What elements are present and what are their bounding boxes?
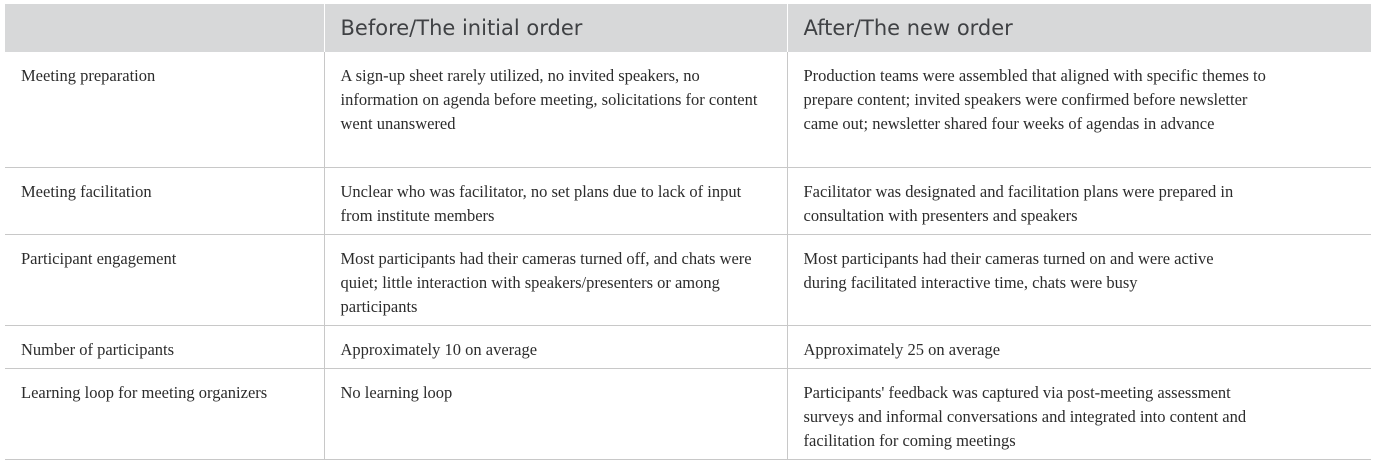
before-cell bbox=[324, 52, 787, 167]
comparison-table bbox=[5, 4, 1371, 460]
before-text: Approximately 10 on average bbox=[340, 339, 538, 359]
before-text: Unclear who was facilitator, no set plans due to lack of input from institute members bbox=[340, 181, 742, 225]
row-label: Learning loop for meeting organizers bbox=[5, 368, 324, 459]
before-text: Most participants had their cameras turned off, and chats were quiet; little interaction with speakers/presenters or among participants bbox=[340, 248, 752, 316]
table-row bbox=[5, 167, 1371, 234]
row-label: Number of participants bbox=[5, 325, 324, 368]
row-label: Meeting preparation bbox=[5, 52, 324, 167]
before-cell bbox=[324, 234, 787, 325]
after-cell bbox=[787, 52, 1371, 167]
after-cell bbox=[787, 325, 1371, 368]
table-row bbox=[5, 52, 1371, 167]
after-text: Most participants had their cameras turned on and were active during facilitated interactive time, chats were busy bbox=[803, 248, 1214, 292]
table-row bbox=[5, 325, 1371, 368]
after-text: Participants' feedback was captured via post-meeting assessment surveys and informal conversations and integrated into content and facilitation for coming meetings bbox=[803, 382, 1247, 450]
before-cell bbox=[324, 368, 787, 459]
after-cell bbox=[787, 167, 1371, 234]
after-text: Production teams were assembled that aligned with specific themes to prepare content; invited speakers were confirmed before newsletter came out; newsletter shared four weeks of agendas in advance bbox=[803, 66, 1266, 133]
after-cell bbox=[787, 234, 1371, 325]
header-row bbox=[5, 4, 1371, 52]
before-cell bbox=[324, 167, 787, 234]
before-text: No learning loop bbox=[340, 382, 453, 402]
row-label: Meeting facilitation bbox=[5, 167, 324, 234]
table-header bbox=[5, 4, 1371, 52]
table-row bbox=[5, 234, 1371, 325]
header-cell-empty bbox=[5, 4, 324, 52]
before-cell bbox=[324, 325, 787, 368]
comparison-table-container bbox=[5, 4, 1371, 463]
header-cell-before: Before/The initial order bbox=[324, 4, 787, 52]
before-text: A sign-up sheet rarely utilized, no invited speakers, no information on agenda before meeting, solicitations for content went unanswered bbox=[340, 66, 758, 133]
row-label: Participant engagement bbox=[5, 234, 324, 325]
after-text: Facilitator was designated and facilitation plans were prepared in consultation with presenters and speakers bbox=[803, 181, 1234, 225]
table-body bbox=[5, 52, 1371, 459]
header-cell-after: After/The new order bbox=[787, 4, 1371, 52]
after-cell bbox=[787, 368, 1371, 459]
after-text: Approximately 25 on average bbox=[803, 339, 1001, 359]
table-row bbox=[5, 368, 1371, 459]
